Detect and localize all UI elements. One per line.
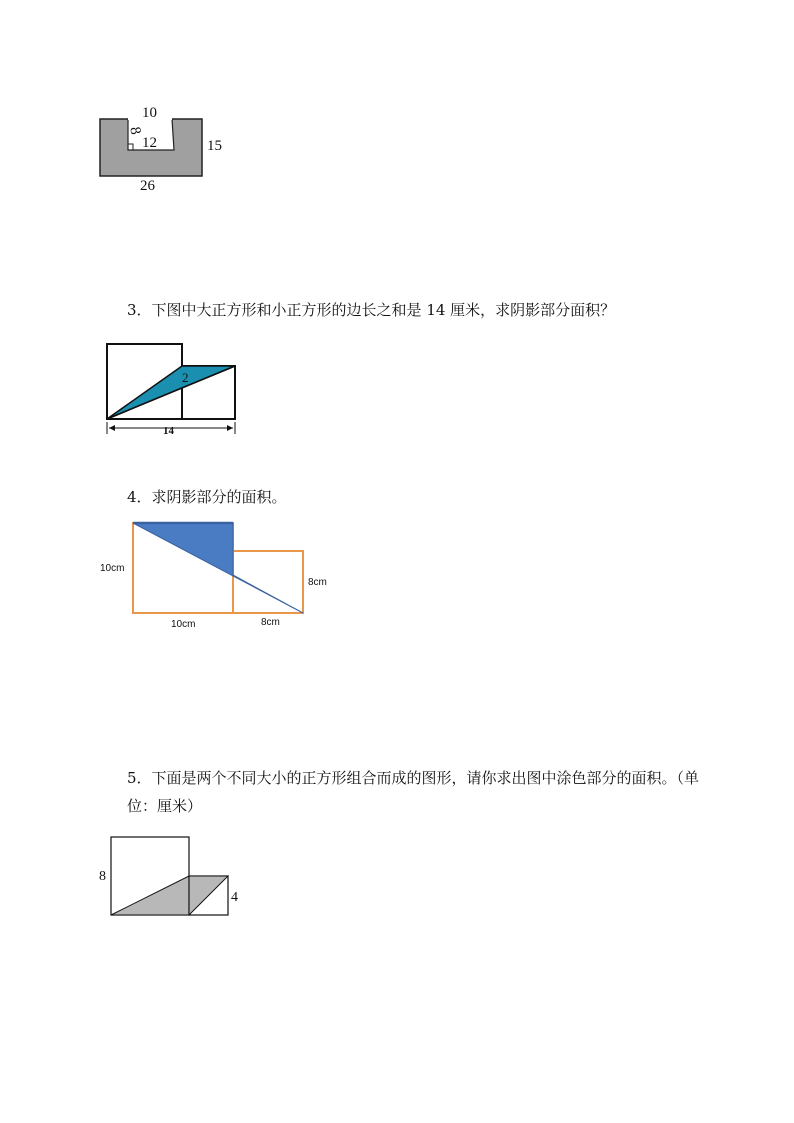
label-left-small: 8 [126, 125, 144, 136]
question-text: 下面是两个不同大小的正方形组合而成的图形，请你求出图中涂色部分的面积。（单位：厘米） [127, 769, 700, 815]
label-2: 2 [182, 370, 189, 385]
figure-4 [95, 515, 335, 635]
shaded-region [111, 876, 228, 915]
figure-3 [100, 338, 245, 438]
label-left: 8 [99, 869, 106, 884]
figure-1 [90, 100, 240, 195]
question-5 [127, 764, 707, 820]
question-4 [127, 483, 287, 511]
label-right: 4 [231, 890, 238, 905]
label-right: 8cm [308, 577, 327, 588]
label-top: 10 [142, 105, 157, 121]
figure-5 [95, 830, 255, 925]
question-number: 4． [127, 488, 152, 506]
label-inner: 12 [142, 135, 157, 151]
question-3 [127, 296, 615, 324]
question-text: 求阴影部分的面积。 [151, 488, 287, 506]
question-text: 下图中大正方形和小正方形的边长之和是 14 厘米，求阴影部分面积？ [151, 301, 616, 319]
label-left: 10cm [100, 563, 125, 574]
label-right: 15 [207, 138, 222, 154]
question-number: 3． [127, 301, 152, 319]
question-number: 5． [127, 769, 152, 787]
label-bottom: 26 [140, 178, 155, 194]
shaded-region [133, 523, 303, 613]
label-bottom-big: 10cm [171, 619, 196, 630]
label-bottom-small: 8cm [261, 617, 280, 628]
label-14: 14 [163, 425, 174, 437]
